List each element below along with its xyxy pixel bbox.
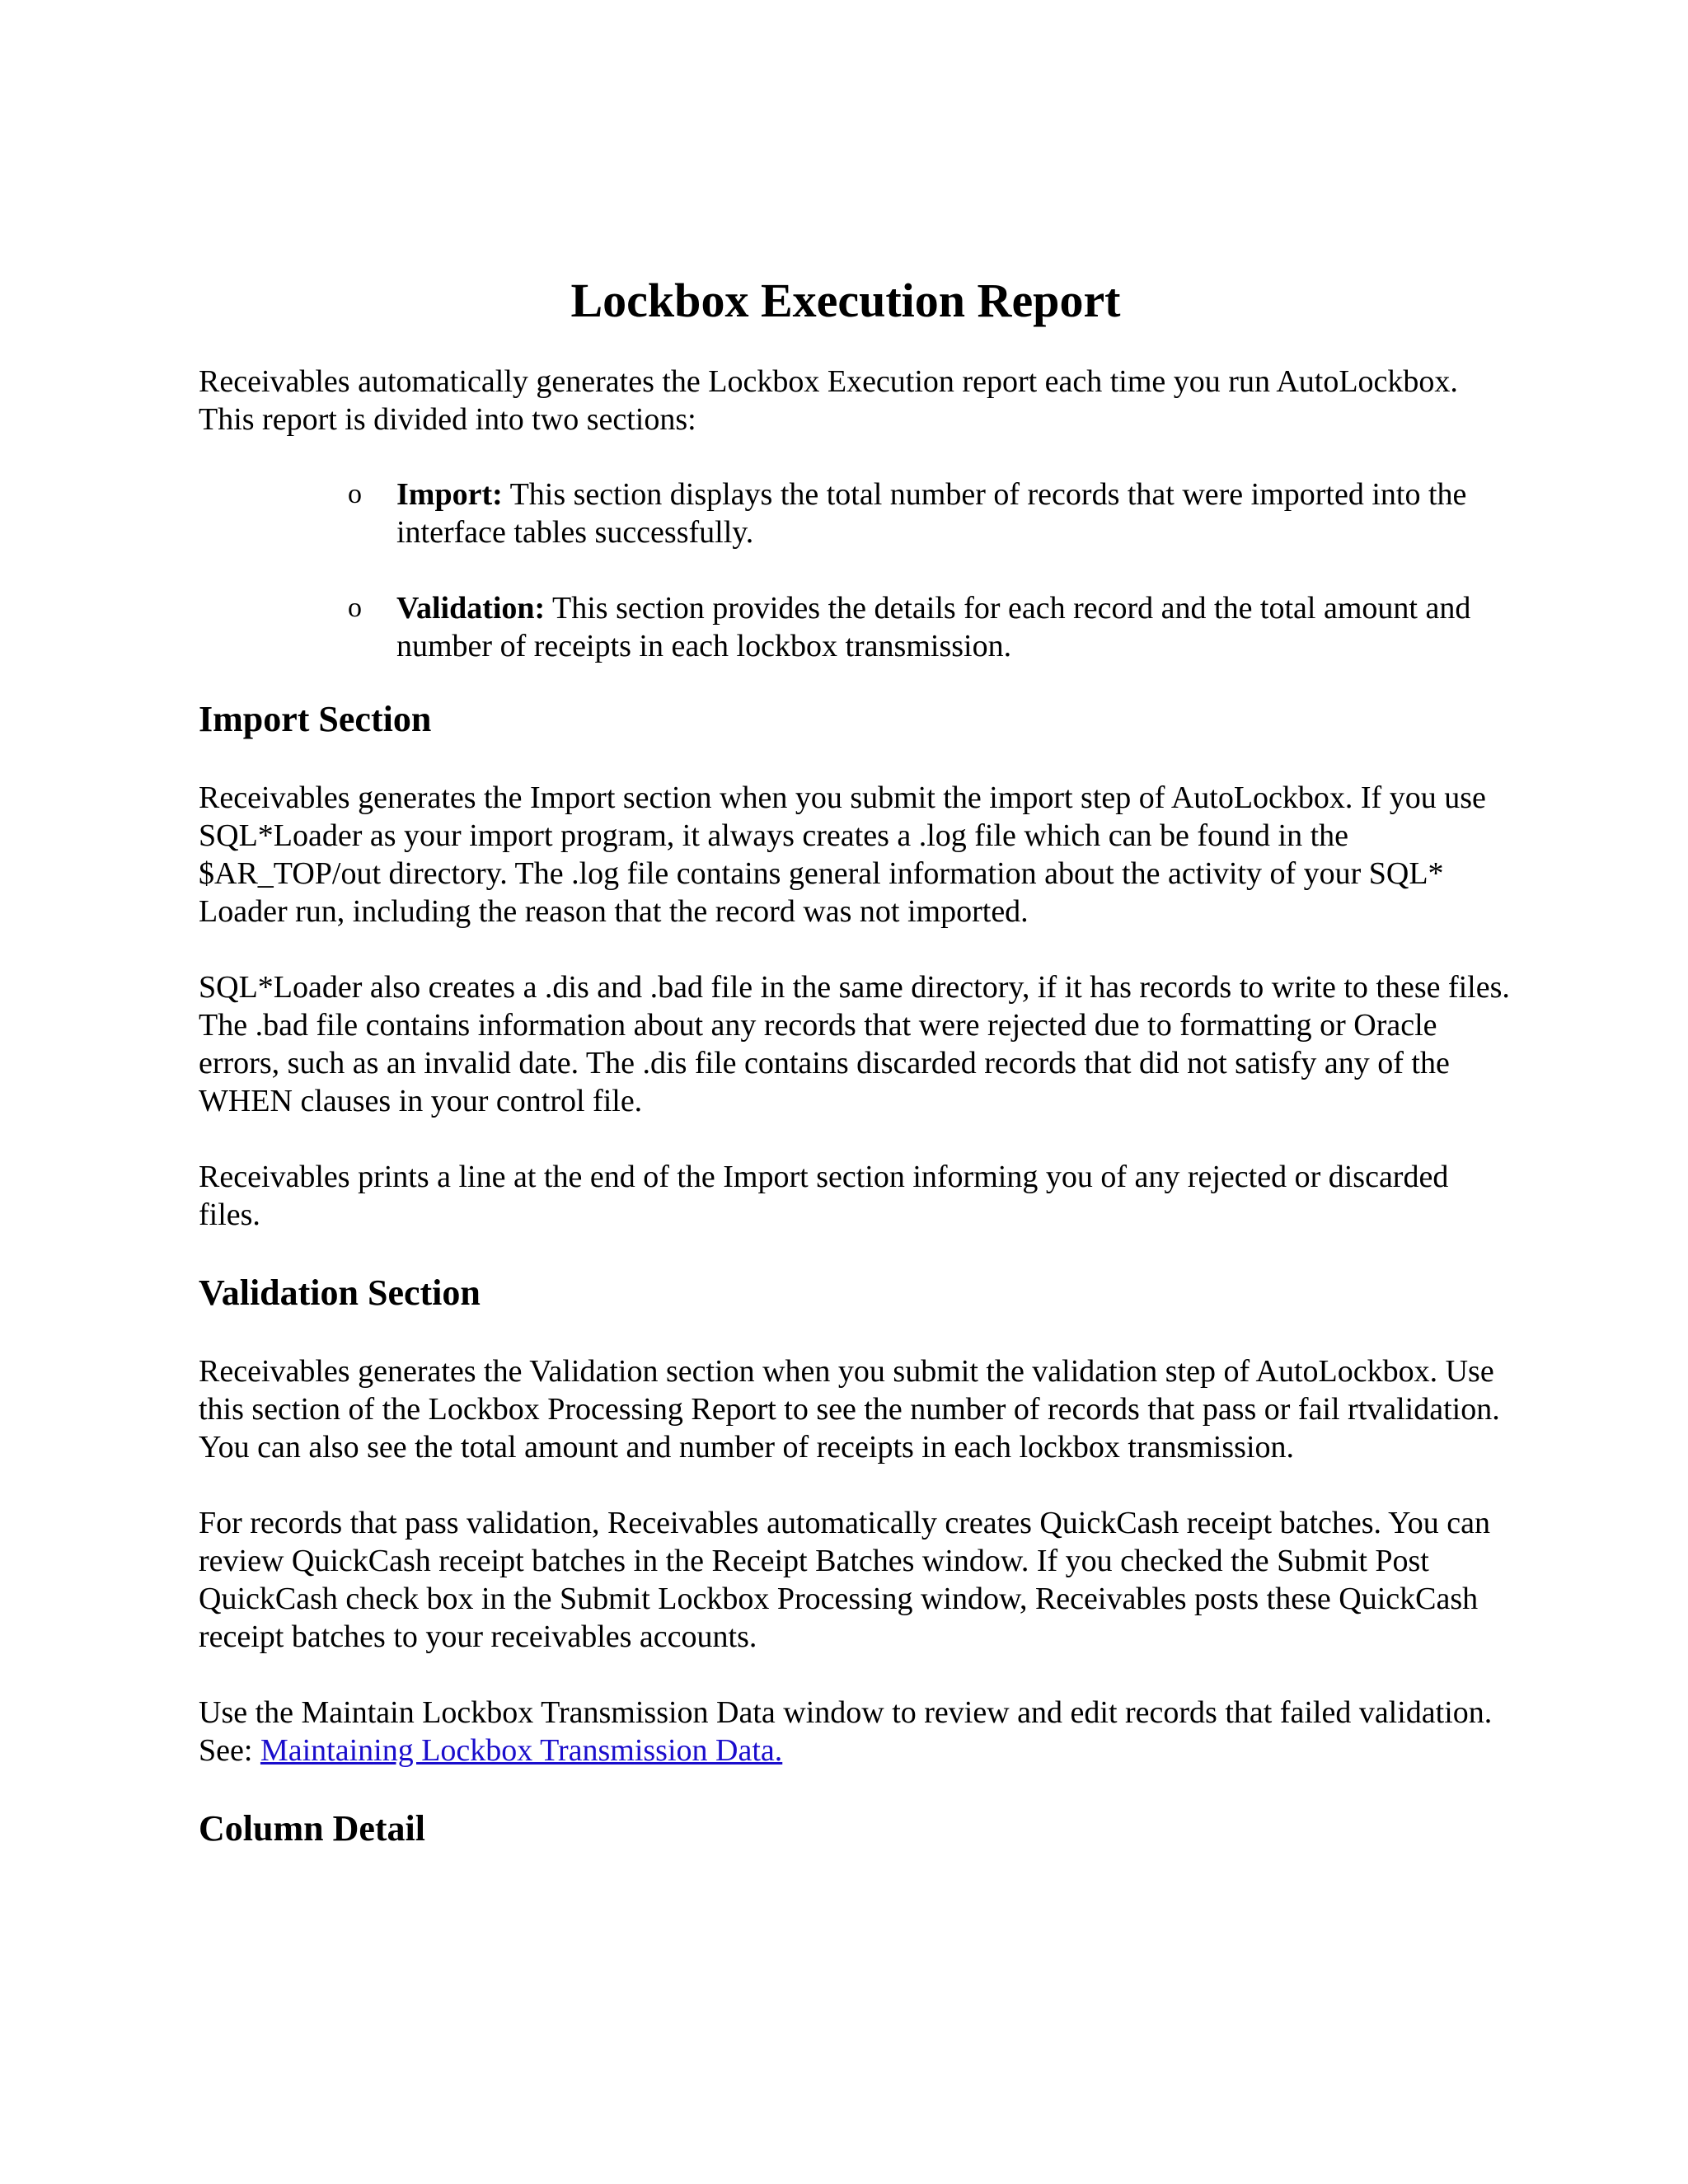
bullet-text-validation: This section provides the details for each record and the total amount and number of receipts in each lockbox transmission.	[396, 590, 1471, 663]
document-content	[199, 272, 1517, 1888]
import-paragraph-3: Receivables prints a line at the end of the Import section informing you of any rejected or discarded files.	[199, 1159, 1449, 1232]
validation-paragraph-3	[199, 1694, 1517, 1769]
validation-paragraph-1: Receivables generates the Validation section when you submit the validation step of AutoLockbox. Use this section of the Lockbox Processing Report to see the number of records that pass or fail rtvalidation. You can also see the total amount and number of receipts in each lockbox transmission.	[199, 1353, 1500, 1465]
bullet-term-import: Import:	[396, 476, 503, 512]
bullet-marker: o	[348, 592, 362, 623]
validation-paragraph-3-text: Use the Maintain Lockbox Transmission Data window to review and edit records that failed validation. See:	[199, 1694, 1493, 1768]
intro-paragraph: Receivables automatically generates the Lockbox Execution report each time you run AutoLockbox. This report is divided into two sections:	[199, 363, 1458, 437]
list-item-validation	[199, 589, 1517, 665]
bullet-text-import: This section displays the total number of records that were imported into the interface tables successfully.	[396, 476, 1467, 550]
section-list	[199, 476, 1517, 665]
maintaining-lockbox-link[interactable]: Maintaining Lockbox Transmission Data.	[260, 1732, 783, 1768]
list-item-import	[199, 476, 1517, 551]
import-section-heading: Import Section	[199, 698, 432, 739]
bullet-term-validation: Validation:	[396, 590, 546, 626]
bullet-marker: o	[348, 478, 362, 509]
validation-paragraph-2: For records that pass validation, Receivables automatically creates QuickCash receipt batches. You can review QuickCash receipt batches in the Receipt Batches window. If you checked the Submit Post QuickCash check box in the Submit Lockbox Processing window, Receivables posts these QuickCash receipt batches to your receivables accounts.	[199, 1505, 1490, 1654]
column-detail-heading: Column Detail	[199, 1807, 425, 1849]
import-paragraph-2: SQL*Loader also creates a .dis and .bad file in the same directory, if it has records to write to these files. The .bad file contains information about any records that were rejected due to formatting or Oracle errors, such as an invalid date. The .dis file contains discarded records that did not satisfy any of the WHEN clauses in your control file.	[199, 969, 1510, 1118]
import-paragraph-1: Receivables generates the Import section when you submit the import step of AutoLockbox. If you use SQL*Loader as your import program, it always creates a .log file which can be found in the $AR_TOP/out directory. The .log file contains general information about the activity of your SQL* Loader run, including the reason that the record was not imported.	[199, 780, 1486, 929]
page-title: Lockbox Execution Report	[570, 274, 1121, 327]
validation-section-heading: Validation Section	[199, 1272, 481, 1313]
